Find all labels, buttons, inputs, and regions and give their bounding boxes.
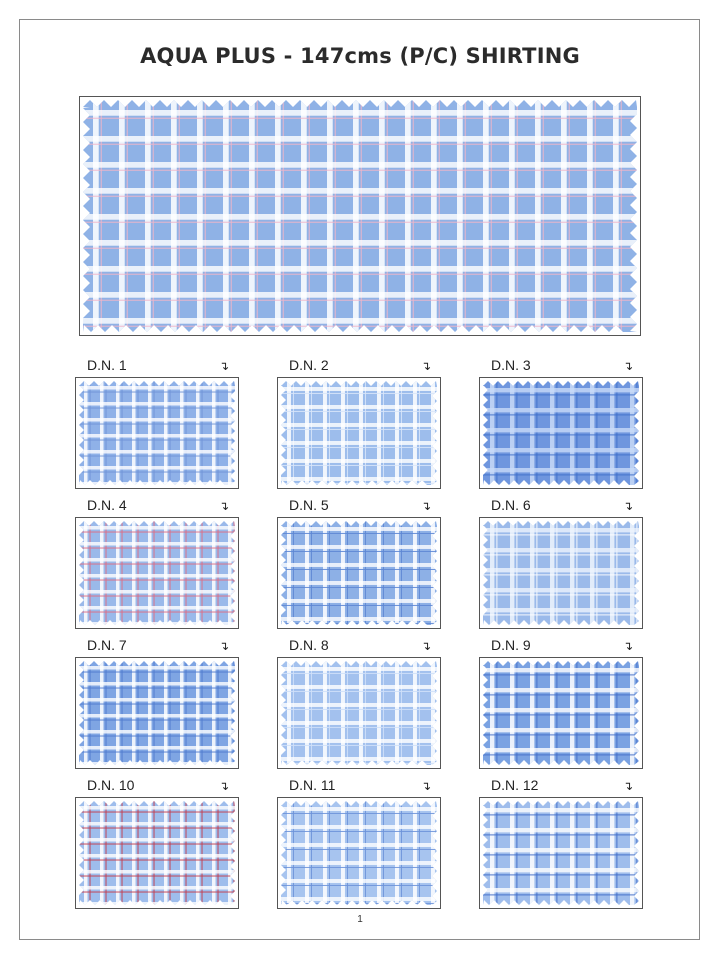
fabric-swatch-image: [480, 658, 642, 768]
fabric-swatch-dn-7: [75, 657, 239, 769]
page-number: 1: [357, 914, 363, 925]
fabric-swatch-dn-12: [479, 797, 643, 909]
fabric-swatch-image: [480, 798, 642, 908]
fabric-swatch-dn-5: [277, 517, 441, 629]
corner-arrow-icon: ↴: [623, 639, 634, 653]
corner-arrow-icon: ↴: [219, 359, 230, 373]
main-fabric-swatch: [79, 96, 641, 336]
fabric-swatch-dn-8: [277, 657, 441, 769]
fabric-swatch-image: [76, 658, 238, 768]
fabric-swatch-image: [480, 518, 642, 628]
swatch-label-dn-9: D.N. 9: [491, 637, 531, 653]
fabric-swatch-image: [76, 798, 238, 908]
fabric-swatch-dn-9: [479, 657, 643, 769]
corner-arrow-icon: ↴: [219, 779, 230, 793]
page-title: AQUA PLUS - 147cms (P/C) SHIRTING: [140, 44, 580, 68]
swatch-label-dn-5: D.N. 5: [289, 497, 329, 513]
corner-arrow-icon: ↴: [421, 779, 432, 793]
corner-arrow-icon: ↴: [623, 359, 634, 373]
fabric-swatch-image: [480, 378, 642, 488]
corner-arrow-icon: ↴: [219, 639, 230, 653]
corner-arrow-icon: ↴: [623, 779, 634, 793]
fabric-swatch-dn-2: [277, 377, 441, 489]
fabric-swatch-dn-1: [75, 377, 239, 489]
swatch-label-dn-2: D.N. 2: [289, 357, 329, 373]
swatch-label-dn-8: D.N. 8: [289, 637, 329, 653]
swatch-label-dn-1: D.N. 1: [87, 357, 127, 373]
swatch-label-dn-10: D.N. 10: [87, 777, 135, 793]
corner-arrow-icon: ↴: [421, 359, 432, 373]
swatch-label-dn-12: D.N. 12: [491, 777, 539, 793]
fabric-swatch-dn-11: [277, 797, 441, 909]
fabric-swatch-dn-10: [75, 797, 239, 909]
swatch-label-dn-7: D.N. 7: [87, 637, 127, 653]
fabric-swatch-dn-3: [479, 377, 643, 489]
swatch-label-dn-11: D.N. 11: [289, 777, 336, 793]
fabric-swatch-dn-6: [479, 517, 643, 629]
fabric-swatch-image: [76, 378, 238, 488]
corner-arrow-icon: ↴: [421, 499, 432, 513]
corner-arrow-icon: ↴: [623, 499, 634, 513]
main-fabric-swatch-image: [80, 97, 640, 335]
fabric-swatch-image: [76, 518, 238, 628]
fabric-swatch-image: [278, 658, 440, 768]
swatch-label-dn-6: D.N. 6: [491, 497, 531, 513]
fabric-swatch-dn-4: [75, 517, 239, 629]
corner-arrow-icon: ↴: [421, 639, 432, 653]
swatch-label-dn-4: D.N. 4: [87, 497, 127, 513]
swatch-label-dn-3: D.N. 3: [491, 357, 531, 373]
fabric-swatch-image: [278, 798, 440, 908]
fabric-swatch-image: [278, 518, 440, 628]
corner-arrow-icon: ↴: [219, 499, 230, 513]
fabric-swatch-image: [278, 378, 440, 488]
